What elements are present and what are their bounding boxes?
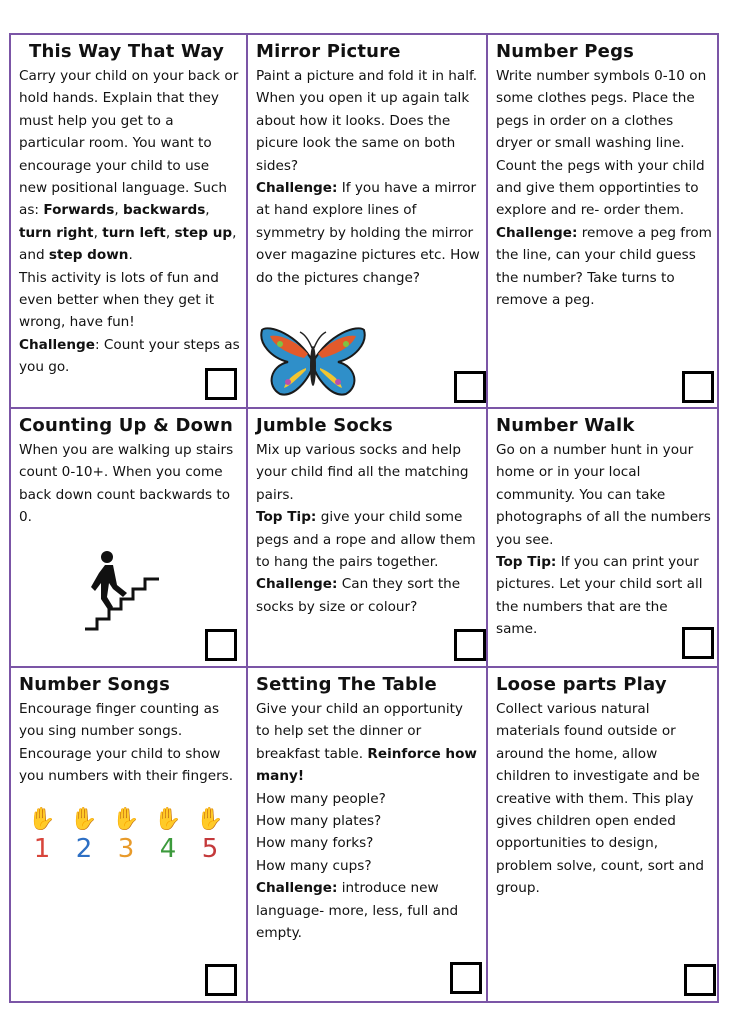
checkbox[interactable]	[682, 371, 714, 403]
reinforce-text: Reinforce how many!	[256, 745, 477, 785]
stairs-icon	[83, 549, 163, 631]
card-body	[256, 439, 480, 618]
checkbox[interactable]	[205, 629, 237, 661]
card-text: When you are walking up stairs count 0-10+. When you come back down count backwards to 0.	[19, 442, 234, 526]
card-this-way-that-way	[11, 35, 246, 407]
checkbox[interactable]	[684, 964, 716, 996]
number-5	[189, 806, 231, 864]
card-body	[19, 439, 240, 529]
finger-numbers	[21, 806, 240, 864]
challenge-text: If you have a mirror at hand explore lines of symmetry by holding the mirror over magazine pictures etc. How do the pictures change?	[256, 180, 480, 286]
separator: ,	[93, 224, 103, 241]
question-line: How many plates?	[256, 813, 382, 830]
keyword: step down	[48, 247, 129, 264]
card-jumble-socks	[248, 409, 486, 666]
checkbox[interactable]	[454, 371, 486, 403]
challenge-label: Challenge:	[496, 224, 578, 241]
card-title: Loose parts Play	[496, 674, 667, 695]
butterfly-image	[258, 324, 368, 402]
hand-icon: ✋	[154, 806, 182, 832]
separator: ,	[114, 202, 124, 219]
card-title: Mirror Picture	[256, 41, 401, 62]
card-title: Setting The Table	[256, 674, 437, 695]
keyword: Forwards	[43, 202, 115, 219]
card-setting-the-table	[248, 668, 486, 1003]
challenge-label: Challenge:	[256, 180, 338, 197]
card-number-walk	[488, 409, 719, 666]
challenge-text: introduce new language- more, less, full and empty.	[256, 880, 459, 942]
card-title: This Way That Way	[29, 41, 225, 62]
card-title: Number Walk	[496, 415, 635, 436]
card-mirror-picture	[248, 35, 486, 407]
card-title: Number Songs	[19, 674, 171, 695]
tip-label: Top Tip:	[256, 509, 317, 526]
card-body	[19, 698, 240, 788]
hand-icon: ✋	[196, 806, 224, 832]
card-text: Give your child an opportunity to help set the dinner or breakfast table.	[256, 701, 463, 762]
hand-icon: ✋	[112, 806, 140, 832]
hand-icon: ✋	[70, 806, 98, 832]
card-text: Write number symbols 0-10 on some clothes pegs. Place the pegs in order on a clothes dryer or small washing line. Count the pegs with your child and give them opportinties to explore and re- order them.	[496, 68, 707, 219]
card-body	[256, 65, 480, 293]
keyword: step up	[174, 224, 233, 241]
question-line: How many cups?	[256, 857, 372, 874]
checkbox[interactable]	[205, 368, 237, 400]
card-text: Collect various natural materials found outside or around the home, allow children to investigate and be creative with them. This play gives children open ended opportunities to design, problem solve, count, sort and group.	[496, 701, 705, 897]
checkbox[interactable]	[450, 962, 482, 994]
checkbox[interactable]	[205, 964, 237, 996]
hand-icon: ✋	[28, 806, 56, 832]
challenge-label: Challenge:	[256, 576, 338, 593]
card-title: Number Pegs	[496, 41, 635, 62]
challenge-label: Challenge:	[256, 880, 338, 897]
separator: ,	[165, 224, 175, 241]
digit: 5	[201, 833, 219, 864]
card-number-songs	[11, 668, 246, 1003]
card-text: This activity is lots of fun and even better when they get it wrong, have fun!	[19, 269, 219, 331]
card-text: Carry your child on your back or hold hands. Explain that they must help you get to a particular room. You want to encourage your child to use new positional language. Such as:	[19, 68, 239, 219]
activity-grid	[9, 33, 719, 1003]
card-body	[496, 439, 713, 641]
number-2	[63, 806, 105, 864]
card-title: Jumble Socks	[256, 415, 393, 436]
challenge-label: Challenge	[19, 336, 95, 353]
digit: 4	[159, 833, 177, 864]
separator: .	[128, 247, 133, 264]
card-text: Encourage finger counting as you sing number songs. Encourage your child to show you numbers with their fingers.	[19, 701, 234, 785]
number-3	[105, 806, 147, 864]
digit: 2	[75, 833, 93, 864]
tip-text: If you can print your pictures. Let your child sort all the numbers that are the same.	[496, 554, 703, 638]
keyword: turn left	[102, 224, 166, 241]
question-line: How many forks?	[256, 835, 374, 852]
challenge-text: : Count your steps as you go.	[19, 336, 240, 376]
keyword: backwards	[123, 202, 206, 219]
checkbox[interactable]	[454, 629, 486, 661]
number-4	[147, 806, 189, 864]
card-body	[496, 65, 713, 311]
card-title: Counting Up & Down	[19, 415, 234, 436]
card-counting-up-down	[11, 409, 246, 666]
digit: 1	[33, 833, 51, 864]
card-text: Paint a picture and fold it in half. When you open it up again talk about how it looks. Does the picure look the same on both sides?	[256, 68, 478, 174]
card-body	[496, 698, 713, 900]
separator: , and	[19, 224, 237, 264]
challenge-text: Can they sort the socks by size or colour?	[256, 576, 461, 615]
card-number-pegs	[488, 35, 719, 407]
number-1	[21, 806, 63, 864]
tip-label: Top Tip:	[496, 554, 557, 571]
card-body	[256, 698, 480, 944]
keyword: turn right	[19, 224, 94, 241]
card-body	[19, 65, 240, 379]
checkbox[interactable]	[682, 627, 714, 659]
card-loose-parts-play	[488, 668, 719, 1003]
question-line: How many people?	[256, 790, 386, 807]
separator: ,	[205, 202, 210, 219]
card-text: Go on a number hunt in your home or in your local community. You can take photographs of all the numbers you see.	[496, 442, 711, 548]
tip-text: give your child some pegs and a rope and allow them to hang the pairs together.	[256, 509, 476, 571]
challenge-text: remove a peg from the line, can your child guess the number? Take turns to remove a peg.	[496, 224, 712, 309]
card-text: Mix up various socks and help your child find all the matching pairs.	[256, 442, 469, 503]
digit: 3	[117, 833, 135, 864]
